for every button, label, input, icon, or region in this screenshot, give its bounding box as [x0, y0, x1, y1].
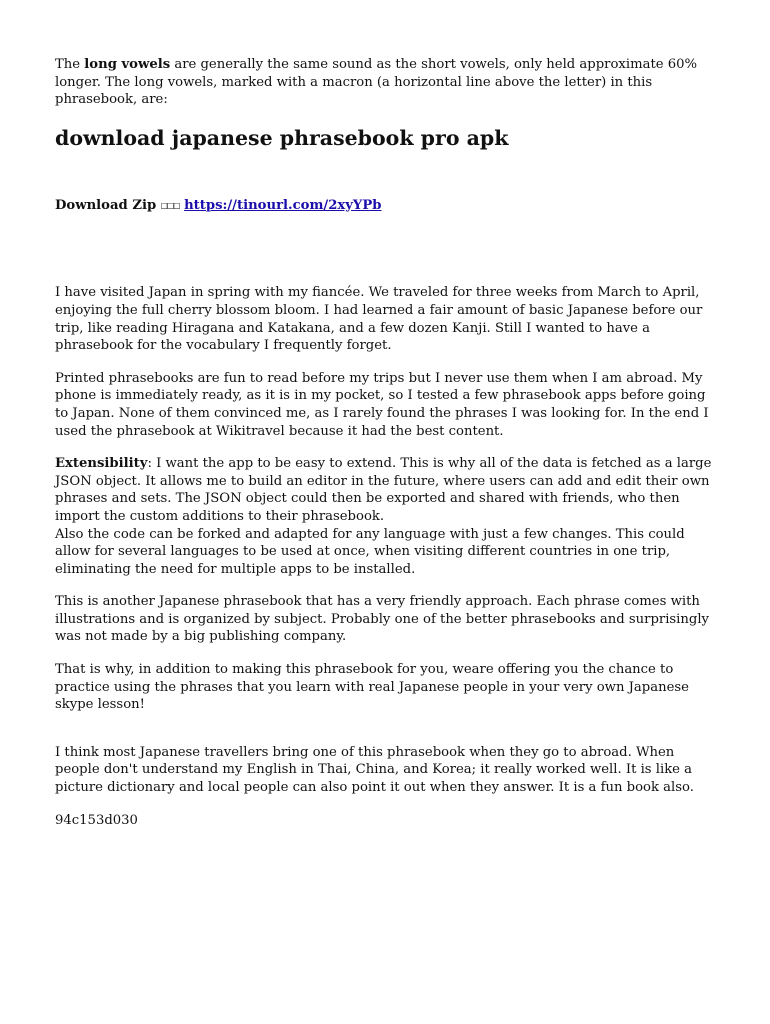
paragraph-skype: That is why, in addition to making this phrasebook for you, weare offering you the chance to practice using the phrases that you learn with real Japanese people in your very own Japanese skype lesson! [55, 662, 689, 713]
extensibility-second: Also the code can be forked and adapted for any language with just a few changes. This could allow for several languages to be used at once, when visiting different countries in one trip, eliminating the need for multiple apps to be installed. [55, 526, 685, 577]
paragraph-friendly: This is another Japanese phrasebook that has a very friendly approach. Each phrase comes with illustrations and is organized by subject. Probably one of the better phrasebooks and surprisingly was not made by a big publishing company. [55, 594, 709, 645]
extensibility-term: Extensibility [55, 456, 148, 472]
download-label: Download Zip [55, 197, 157, 213]
paragraph-printed: Printed phrasebooks are fun to read before my trips but I never use them when I am abroad. My phone is immediately ready, as it is in my pocket, so I tested a few phrasebook apps before going to Japan. None of them convinced me, as I rarely found the phrases I was looking for. In the end I used the phrasebook at Wikitravel because it had the best content. [55, 370, 709, 439]
hash-code: 94c153d030 [55, 812, 138, 828]
download-line [55, 197, 720, 215]
intro-prefix: The [55, 57, 85, 72]
paragraph-extensibility [55, 455, 720, 578]
paragraph-travellers: I think most Japanese travellers bring one of this phrasebook when they go to abroad. When people don't understand my English in Thai, China, and Korea; it really worked well. It is like a picture dictionary and local people can also point it out when they answer. It is a fun book also. [55, 744, 694, 796]
extensibility-text: : I want the app to be easy to extend. This is why all of the data is fetched as a large JSON object. It allows me to build an editor in the future, where users can add and edit their own phrases and sets. The JSON object could then be exported and shared with friends, who then import the custom additions to their phrasebook. [55, 456, 712, 524]
intro-rest: are generally the same sound as the short vowels, only held approximate 60% longer. The long vowels, marked with a macron (a horizontal line above the letter) in this phrasebook, are: [55, 57, 698, 108]
download-link[interactable]: https://tinourl.com/2xyYPb [184, 197, 382, 213]
intro-bold-term: long vowels [84, 57, 171, 72]
intro-paragraph [55, 56, 720, 109]
paragraph-visit: I have visited Japan in spring with my fiancée. We traveled for three weeks from March to April, enjoying the full cherry blossom bloom. I had learned a fair amount of basic Japanese before our trip, like reading Hiragana and Katakana, and a few dozen Kanji. Still I wanted to have a phrasebook for the vocabulary I frequently forget. [55, 285, 703, 354]
download-arrows: ☐☐☐ [160, 197, 180, 212]
page-title: download japanese phrasebook pro apk [55, 125, 509, 150]
document-page [55, 56, 720, 844]
